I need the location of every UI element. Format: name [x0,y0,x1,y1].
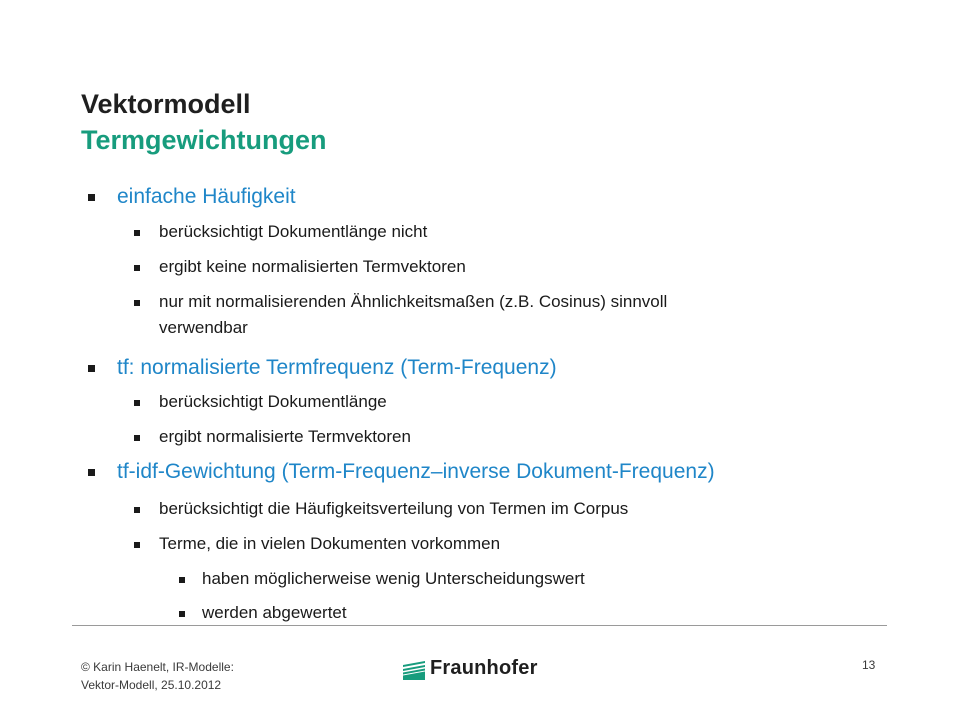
bullet-level2 [159,257,466,277]
bullet-text: tf-idf-Gewichtung (Term-Frequenz–inverse Dokument-Frequenz) [117,460,715,483]
square-bullet-icon [134,265,140,271]
slide-title-block [81,86,881,158]
bullet-text: berücksichtigt Dokumentlänge [159,392,387,411]
bullet-level2 [159,499,628,519]
fraunhofer-logo-icon [403,656,425,680]
bullet-text: nur mit normalisierenden Ähnlichkeitsmaßen (z.B. Cosinus) sinnvoll [159,292,668,311]
bullet-level3 [202,569,585,589]
bullet-text: berücksichtigt Dokumentlänge nicht [159,222,428,241]
square-bullet-icon [134,435,140,441]
footer-credit-line: Vektor-Modell, 25.10.2012 [81,678,222,692]
square-bullet-icon [179,577,185,583]
bullet-text: ergibt keine normalisierten Termvektoren [159,257,466,276]
page-number: 13 [862,658,876,672]
square-bullet-icon [134,507,140,513]
square-bullet-icon [88,365,95,372]
bullet-text: werden abgewertet [202,603,347,622]
bullet-text: einfache Häufigkeit [117,185,296,208]
slide-subtitle: Termgewichtungen [81,125,327,155]
bullet-level3 [202,603,347,623]
bullet-text: Terme, die in vielen Dokumenten vorkommen [159,534,501,553]
slide-title: Vektormodell [81,89,251,119]
footer-credit-line: © Karin Haenelt, IR-Modelle: [81,660,234,674]
bullet-level2 [159,427,411,447]
bullet-level2 [159,534,500,554]
footer-divider [72,625,887,626]
square-bullet-icon [134,542,140,548]
square-bullet-icon [88,194,95,201]
bullet-level1 [117,460,715,484]
bullet-continuation: verwendbar [159,318,248,337]
square-bullet-icon [179,611,185,617]
fraunhofer-logo-text: Fraunhofer [430,656,538,679]
square-bullet-icon [134,230,140,236]
fraunhofer-logo [403,654,538,682]
square-bullet-icon [134,300,140,306]
square-bullet-icon [134,400,140,406]
footer-credit [81,658,234,694]
bullet-level1 [117,185,296,209]
bullet-text: berücksichtigt die Häufigkeitsverteilung von Termen im Corpus [159,499,629,518]
bullet-level1 [117,356,557,380]
bullet-text: haben möglicherweise wenig Unterscheidungswert [202,569,585,588]
bullet-level2 [159,392,387,412]
bullet-text: tf: normalisierte Termfrequenz (Term-Frequenz) [117,356,557,379]
square-bullet-icon [88,469,95,476]
bullet-level2 [159,292,667,312]
bullet-text: ergibt normalisierte Termvektoren [159,427,411,446]
bullet-level2 [159,222,427,242]
